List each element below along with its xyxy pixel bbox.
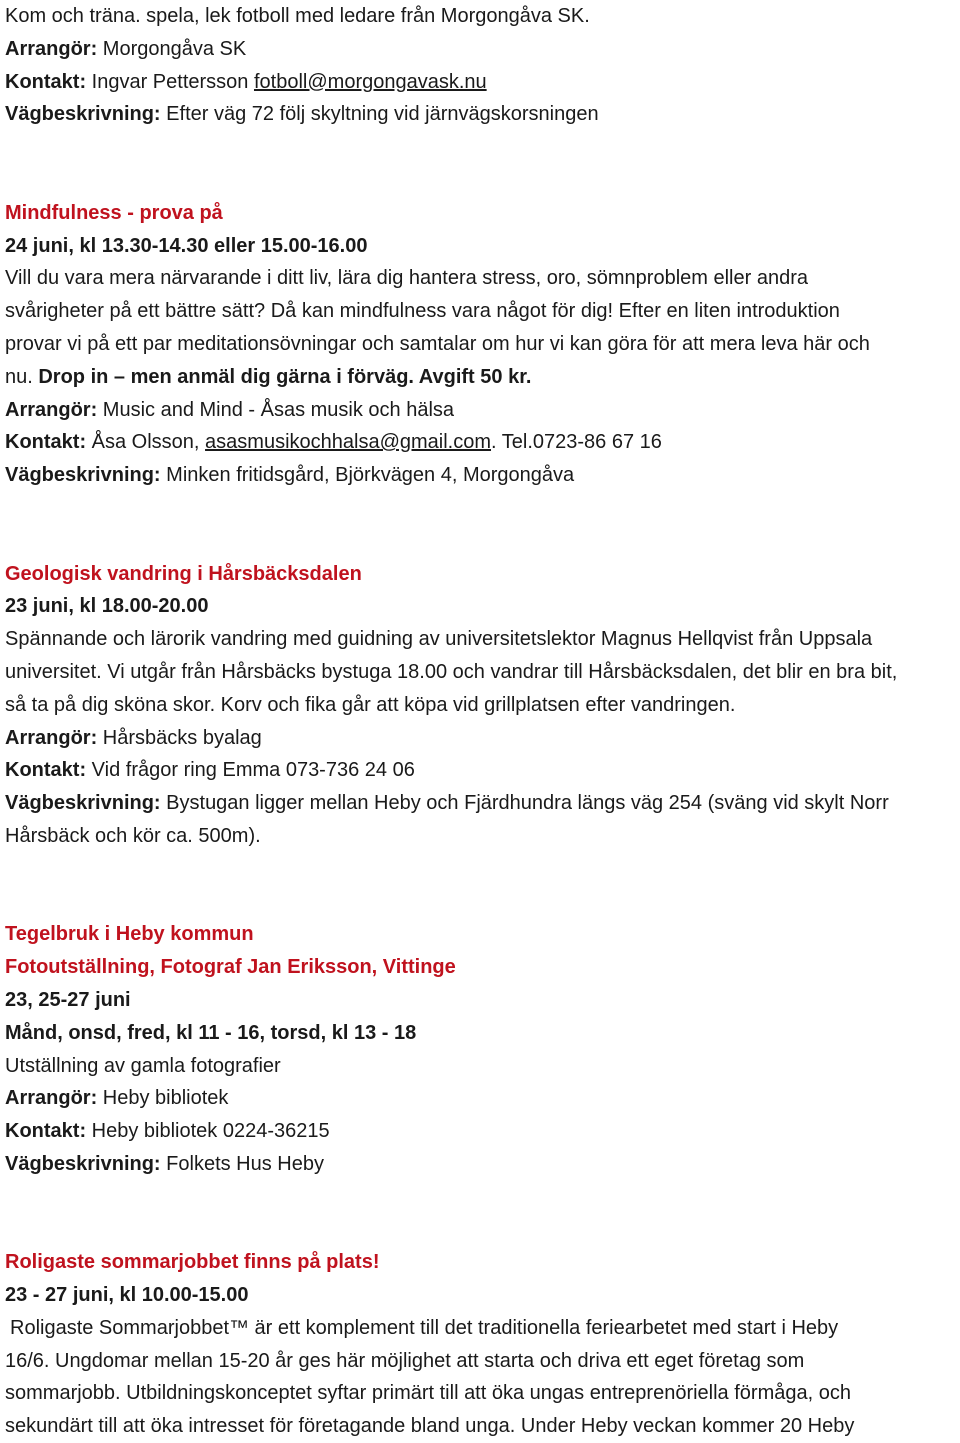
contact-label: Kontakt: bbox=[5, 70, 87, 93]
spacer bbox=[5, 131, 957, 197]
directions-value: Efter väg 72 följ skyltning vid järnvägskorsningen bbox=[160, 103, 599, 126]
contact-row bbox=[5, 754, 957, 787]
event-title: Roligaste sommarjobbet finns på plats! bbox=[5, 1251, 380, 1274]
contact-row bbox=[5, 66, 957, 99]
event-description-line: sommarjobb. Utbildningskonceptet syftar primärt till att öka ungas entreprenöriella förmåga, och bbox=[5, 1382, 851, 1405]
description-text: nu. bbox=[5, 365, 39, 388]
event-description-line: svårigheter på ett bättre sätt? Då kan mindfulness vara något för dig! Efter en liten introduktion bbox=[5, 300, 840, 323]
organizer-row bbox=[5, 722, 957, 755]
event-description-line bbox=[5, 361, 957, 394]
event-description-line: Vill du vara mera närvarande i ditt liv, lära dig hantera stress, oro, sömnproblem eller andra bbox=[5, 267, 808, 290]
contact-row bbox=[5, 1115, 957, 1148]
organizer-value: Heby bibliotek bbox=[97, 1087, 229, 1110]
spacer bbox=[5, 1181, 957, 1247]
directions-value: Bystugan ligger mellan Heby och Fjärdhundra längs väg 254 (sväng vid skylt Norr bbox=[160, 792, 889, 815]
contact-row bbox=[5, 426, 957, 459]
directions-row bbox=[5, 98, 957, 131]
contact-label: Kontakt: bbox=[5, 759, 87, 782]
event-title: Geologisk vandring i Hårsbäcksdalen bbox=[5, 562, 362, 585]
event-hours: Månd, onsd, fred, kl 11 - 16, torsd, kl 13 - 18 bbox=[5, 1021, 417, 1044]
contact-value: Ingvar Pettersson bbox=[86, 70, 254, 93]
event-subtitle: Fotoutställning, Fotograf Jan Eriksson, Vittinge bbox=[5, 956, 456, 979]
contact-email-link[interactable]: fotboll@morgongavask.nu bbox=[253, 70, 487, 93]
organizer-label: Arrangör: bbox=[5, 726, 98, 749]
event-description: Utställning av gamla fotografier bbox=[5, 1054, 281, 1077]
event-mindfulness bbox=[5, 197, 957, 492]
directions-row bbox=[5, 459, 957, 492]
directions-label: Vägbeskrivning: bbox=[5, 792, 161, 815]
contact-value: Heby bibliotek 0224-36215 bbox=[86, 1120, 330, 1143]
event-description-line: universitet. Vi utgår från Hårsbäcks bystuga 18.00 och vandrar till Hårsbäcksdalen, det blir en bra bit, bbox=[5, 660, 898, 683]
event-summer-job bbox=[5, 1246, 957, 1443]
directions-label: Vägbeskrivning: bbox=[5, 103, 161, 126]
event-description-line: Spännande och lärorik vandring med guidning av universitetslektor Magnus Hellqvist från Uppsala bbox=[5, 628, 873, 651]
organizer-row bbox=[5, 394, 957, 427]
organizer-label: Arrangör: bbox=[5, 37, 98, 60]
organizer-value: Morgongåva SK bbox=[97, 37, 247, 60]
contact-email-link[interactable]: asasmusikochhalsa@gmail.com bbox=[205, 431, 492, 454]
directions-label: Vägbeskrivning: bbox=[5, 1152, 161, 1175]
event-title: Mindfulness - prova på bbox=[5, 201, 223, 224]
event-football bbox=[5, 0, 957, 131]
directions-label: Vägbeskrivning: bbox=[5, 464, 161, 487]
organizer-label: Arrangör: bbox=[5, 398, 98, 421]
event-description: Kom och träna. spela, lek fotboll med ledare från Morgongåva SK. bbox=[5, 5, 590, 27]
event-description-line: sekundärt till att öka intresset för företagande bland unga. Under Heby veckan kommer 20 Heby bbox=[5, 1415, 855, 1438]
contact-label: Kontakt: bbox=[5, 1120, 87, 1143]
event-date: 23 juni, kl 18.00-20.00 bbox=[5, 595, 209, 618]
document bbox=[5, 0, 957, 1443]
contact-phone: . Tel.0723-86 67 16 bbox=[491, 431, 662, 454]
directions-row bbox=[5, 787, 957, 820]
event-photo-exhibition bbox=[5, 918, 957, 1180]
directions-continued: Hårsbäck och kör ca. 500m). bbox=[5, 824, 261, 847]
organizer-label: Arrangör: bbox=[5, 1087, 98, 1110]
organizer-row bbox=[5, 33, 957, 66]
contact-value: Vid frågor ring Emma 073-736 24 06 bbox=[86, 759, 415, 782]
event-date: 23, 25-27 juni bbox=[5, 988, 131, 1011]
event-geology-walk bbox=[5, 558, 957, 853]
description-emphasis: Drop in – men anmäl dig gärna i förväg. Avgift 50 kr. bbox=[38, 365, 532, 388]
event-date: 24 juni, kl 13.30-14.30 eller 15.00-16.00 bbox=[5, 234, 368, 257]
spacer bbox=[5, 492, 957, 558]
spacer bbox=[5, 853, 957, 919]
event-title: Tegelbruk i Heby kommun bbox=[5, 923, 254, 946]
event-description-line: 16/6. Ungdomar mellan 15-20 år ges här möjlighet att starta och driva ett eget företag som bbox=[5, 1349, 805, 1372]
contact-label: Kontakt: bbox=[5, 431, 87, 454]
event-date: 23 - 27 juni, kl 10.00-15.00 bbox=[5, 1284, 249, 1307]
event-description-line: så ta på dig sköna skor. Korv och fika går att köpa vid grillplatsen efter vandringen. bbox=[5, 693, 736, 716]
contact-value: Åsa Olsson, bbox=[86, 431, 206, 454]
event-description-line: Roligaste Sommarjobbet™ är ett komplement till det traditionella feriearbetet med start i Heby bbox=[10, 1316, 839, 1339]
organizer-row bbox=[5, 1082, 957, 1115]
organizer-value: Hårsbäcks byalag bbox=[97, 726, 262, 749]
directions-value: Folkets Hus Heby bbox=[160, 1152, 324, 1175]
event-description-line: provar vi på ett par meditationsövningar och samtalar om hur vi kan göra för att mera leva här och bbox=[5, 332, 870, 355]
organizer-value: Music and Mind - Åsas musik och hälsa bbox=[97, 398, 455, 421]
directions-value: Minken fritidsgård, Björkvägen 4, Morgongåva bbox=[160, 464, 575, 487]
directions-row bbox=[5, 1148, 957, 1181]
